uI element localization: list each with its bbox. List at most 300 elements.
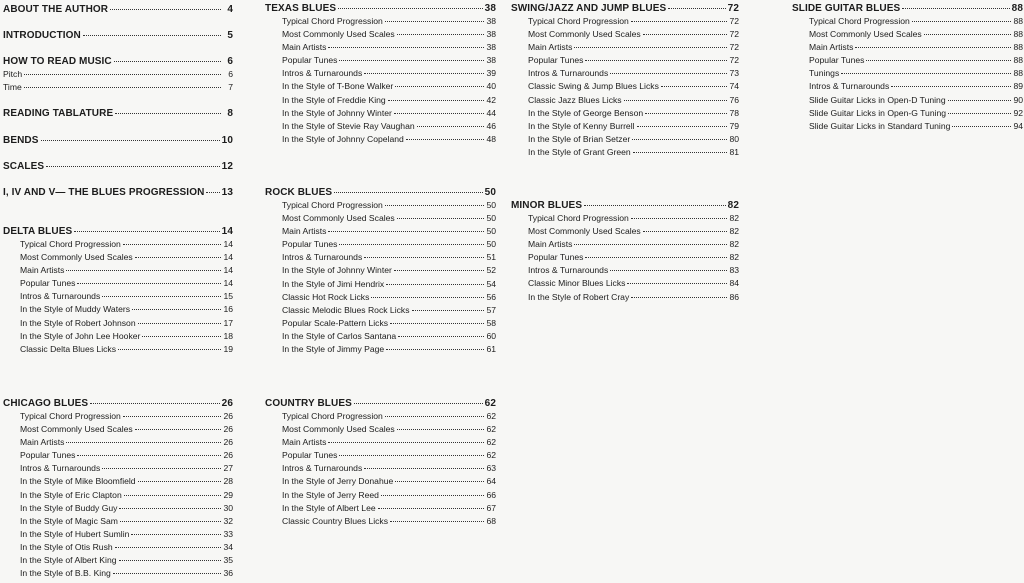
toc-section-country-blues (265, 397, 496, 528)
entry-title: In the Style of Jerry Reed (282, 489, 379, 500)
entry-title: Main Artists (528, 239, 573, 250)
heading-title: MINOR BLUES (511, 200, 583, 211)
entry-page-number: 38 (486, 16, 496, 26)
entry-page-number: 61 (486, 344, 496, 355)
entry-title: In the Style of Buddy Guy (20, 502, 118, 513)
toc-entry[interactable] (265, 238, 496, 251)
toc-entry[interactable] (3, 449, 233, 462)
toc-entry[interactable] (511, 212, 739, 225)
dot-leader (354, 403, 483, 404)
dot-leader (394, 113, 484, 114)
toc-entry[interactable] (511, 238, 739, 251)
dot-leader (924, 34, 1011, 35)
toc-entry[interactable] (511, 225, 739, 238)
entry-title: Popular Tunes (528, 55, 584, 66)
entry-title: Most Commonly Used Scales (282, 29, 395, 40)
entry-page-number: 14 (223, 278, 233, 289)
dot-leader (118, 349, 221, 350)
toc-entry[interactable] (265, 251, 496, 264)
entry-page-number: 88 (1013, 68, 1023, 79)
heading-title: DELTA BLUES (3, 226, 73, 237)
entry-page-number: 52 (486, 265, 496, 276)
toc-entry[interactable] (511, 67, 739, 80)
toc-entry[interactable] (265, 278, 496, 291)
entry-title: Classic Minor Blues Licks (528, 278, 626, 289)
dot-leader (841, 73, 1011, 74)
toc-entry[interactable] (265, 120, 496, 133)
entry-title: In the Style of John Lee Hooker (20, 330, 141, 341)
toc-entry[interactable] (3, 290, 233, 303)
toc-heading[interactable] (3, 107, 233, 120)
entry-page-number: 83 (729, 265, 739, 276)
toc-entry[interactable] (3, 462, 233, 475)
heading-page-number: 13 (221, 187, 233, 198)
toc-heading[interactable] (265, 2, 496, 15)
toc-entry[interactable] (265, 436, 496, 449)
dot-leader (643, 231, 727, 232)
toc-section-how-to-read-music (3, 55, 233, 94)
entry-page-number: 36 (223, 568, 233, 579)
toc-section-chicago-blues (3, 397, 233, 580)
dot-leader (645, 113, 727, 114)
entry-title: In the Style of Albert King (20, 555, 117, 566)
heading-title: INTRODUCTION (3, 30, 81, 41)
toc-entry[interactable] (792, 54, 1023, 67)
entry-page-number: 72 (729, 29, 739, 40)
toc-section-about-the-author (3, 3, 233, 16)
toc-entry[interactable] (265, 41, 496, 54)
entry-title: Intros & Turnarounds (282, 68, 363, 79)
toc-entry[interactable] (511, 291, 739, 304)
toc-heading[interactable] (3, 160, 233, 173)
dot-leader (138, 323, 221, 324)
toc-heading[interactable] (511, 199, 739, 212)
dot-leader (66, 442, 221, 443)
dot-leader (115, 113, 221, 114)
toc-heading[interactable] (3, 186, 233, 199)
toc-entry[interactable] (792, 80, 1023, 93)
dot-leader (385, 416, 484, 417)
dot-leader (631, 21, 727, 22)
entry-page-number: 74 (729, 81, 739, 92)
heading-page-number: 62 (484, 398, 496, 409)
dot-leader (412, 310, 484, 311)
toc-heading[interactable] (265, 186, 496, 199)
entry-title: In the Style of Stevie Ray Vaughan (282, 120, 415, 131)
entry-page-number: 16 (223, 304, 233, 315)
toc-entry[interactable] (511, 41, 739, 54)
toc-entry[interactable] (511, 277, 739, 290)
toc-heading[interactable] (3, 225, 233, 238)
dot-leader (417, 126, 484, 127)
toc-entry[interactable] (265, 410, 496, 423)
toc-heading[interactable] (3, 134, 233, 147)
toc-entry[interactable] (511, 133, 739, 146)
entry-title: Popular Scale-Pattern Licks (282, 317, 389, 328)
entry-title: Popular Tunes (20, 450, 76, 461)
toc-entry[interactable] (3, 238, 233, 251)
entry-page-number: 88 (1013, 16, 1023, 26)
entry-title: Main Artists (20, 265, 65, 276)
heading-title: I, IV AND V— THE BLUES PROGRESSION (3, 187, 205, 198)
entry-page-number: 64 (486, 476, 496, 487)
entry-page-number: 79 (729, 120, 739, 131)
entry-page-number: 50 (486, 200, 496, 210)
dot-leader (119, 508, 221, 509)
dot-leader (397, 34, 484, 35)
toc-entry[interactable] (265, 212, 496, 225)
toc-entry[interactable] (3, 502, 233, 515)
dot-leader (398, 336, 484, 337)
dot-leader (390, 521, 484, 522)
dot-leader (378, 508, 484, 509)
entry-title: Classic Swing & Jump Blues Licks (528, 81, 659, 92)
dot-leader (406, 139, 484, 140)
toc-entry[interactable] (265, 133, 496, 146)
toc-entry[interactable] (3, 68, 233, 81)
entry-title: Main Artists (528, 42, 573, 53)
entry-title: Typical Chord Progression (809, 16, 910, 26)
entry-page-number: 39 (486, 68, 496, 79)
entry-page-number: 72 (729, 55, 739, 66)
dot-leader (338, 8, 483, 9)
toc-heading[interactable] (511, 2, 739, 15)
entry-page-number: 15 (223, 291, 233, 302)
toc-entry[interactable] (265, 489, 496, 502)
entry-title: Typical Chord Progression (282, 411, 383, 421)
heading-title: BENDS (3, 135, 39, 146)
toc-heading[interactable] (3, 3, 233, 16)
entry-title: In the Style of Freddie King (282, 94, 386, 105)
dot-leader (66, 270, 221, 271)
entry-title: Most Commonly Used Scales (809, 29, 922, 40)
entry-title: Most Commonly Used Scales (20, 252, 133, 263)
entry-title: In the Style of Jimi Hendrix (282, 278, 385, 289)
toc-entry[interactable] (265, 28, 496, 41)
toc-section-scales (3, 160, 233, 173)
toc-entry[interactable] (265, 330, 496, 343)
heading-page-number: 26 (221, 398, 233, 409)
toc-entry[interactable] (792, 107, 1023, 120)
dot-leader (866, 60, 1011, 61)
dot-leader (624, 100, 727, 101)
toc-entry[interactable] (511, 94, 739, 107)
heading-page-number: 88 (1011, 3, 1023, 14)
toc-entry[interactable] (3, 81, 233, 94)
entry-title: Typical Chord Progression (20, 411, 121, 421)
entry-title: Intros & Turnarounds (528, 265, 609, 276)
toc-entry[interactable] (3, 515, 233, 528)
toc-entry[interactable] (3, 475, 233, 488)
entry-page-number: 32 (223, 515, 233, 526)
entry-title: Typical Chord Progression (528, 16, 629, 26)
heading-page-number: 14 (221, 226, 233, 237)
toc-entry[interactable] (265, 475, 496, 488)
dot-leader (123, 416, 221, 417)
toc-entry[interactable] (792, 41, 1023, 54)
dot-leader (952, 126, 1011, 127)
entry-page-number: 33 (223, 528, 233, 539)
entry-title: Typical Chord Progression (20, 239, 121, 249)
toc-heading[interactable] (792, 2, 1023, 15)
toc-entry[interactable] (3, 489, 233, 502)
entry-page-number: 73 (729, 68, 739, 79)
dot-leader (397, 429, 484, 430)
dot-leader (142, 336, 221, 337)
dot-leader (948, 100, 1011, 101)
entry-title: In the Style of Otis Rush (20, 541, 113, 552)
toc-entry[interactable] (265, 449, 496, 462)
heading-page-number: 8 (227, 108, 233, 119)
toc-entry[interactable] (3, 423, 233, 436)
entry-page-number: 76 (729, 94, 739, 105)
dot-leader (115, 547, 221, 548)
toc-entry[interactable] (265, 107, 496, 120)
dot-leader (385, 21, 484, 22)
entry-page-number: 7 (228, 82, 233, 93)
entry-page-number: 46 (486, 120, 496, 131)
dot-leader (77, 455, 221, 456)
entry-title: Intros & Turnarounds (282, 252, 363, 263)
entry-title: Main Artists (282, 42, 327, 53)
toc-entry[interactable] (3, 330, 233, 343)
dot-leader (206, 192, 219, 193)
dot-leader (574, 47, 727, 48)
toc-entry[interactable] (511, 80, 739, 93)
toc-entry[interactable] (265, 54, 496, 67)
dot-leader (394, 270, 484, 271)
dot-leader (41, 140, 220, 141)
dot-leader (668, 8, 725, 9)
entry-page-number: 26 (223, 411, 233, 421)
toc-entry[interactable] (265, 317, 496, 330)
dot-leader (24, 74, 221, 75)
entry-title: In the Style of Robert Johnson (20, 317, 136, 328)
entry-page-number: 80 (729, 133, 739, 144)
entry-title: Classic Delta Blues Licks (20, 343, 116, 354)
toc-entry[interactable] (3, 251, 233, 264)
heading-title: TEXAS BLUES (265, 3, 337, 14)
toc-heading[interactable] (3, 397, 233, 410)
entry-page-number: 88 (1013, 55, 1023, 66)
heading-page-number: 82 (727, 200, 739, 211)
toc-entry[interactable] (511, 54, 739, 67)
entry-page-number: 82 (729, 213, 739, 223)
toc-entry[interactable] (265, 462, 496, 475)
toc-entry[interactable] (3, 343, 233, 356)
dot-leader (574, 244, 727, 245)
dot-leader (138, 481, 221, 482)
toc-heading[interactable] (3, 55, 233, 68)
dot-leader (83, 35, 221, 36)
entry-title: Main Artists (282, 437, 327, 448)
toc-entry[interactable] (511, 120, 739, 133)
dot-leader (948, 113, 1011, 114)
dot-leader (135, 429, 221, 430)
toc-entry[interactable] (792, 94, 1023, 107)
entry-title: In the Style of Albert Lee (282, 502, 376, 513)
dot-leader (110, 9, 221, 10)
toc-entry[interactable] (265, 80, 496, 93)
entry-page-number: 56 (486, 291, 496, 302)
entry-title: Popular Tunes (282, 450, 338, 461)
entry-title: Intros & Turnarounds (282, 463, 363, 474)
heading-page-number: 10 (221, 135, 233, 146)
toc-entry[interactable] (3, 528, 233, 541)
entry-title: Time (3, 82, 22, 93)
heading-title: ROCK BLUES (265, 187, 333, 198)
dot-leader (585, 60, 727, 61)
dot-leader (902, 8, 1009, 9)
entry-page-number: 86 (729, 291, 739, 302)
dot-leader (334, 192, 483, 193)
toc-entry[interactable] (265, 343, 496, 356)
entry-page-number: 14 (223, 239, 233, 249)
toc-entry[interactable] (792, 67, 1023, 80)
toc-entry[interactable] (792, 15, 1023, 28)
entry-page-number: 88 (1013, 29, 1023, 40)
entry-title: In the Style of Robert Cray (528, 291, 630, 302)
toc-section-reading-tablature (3, 107, 233, 120)
entry-page-number: 57 (486, 304, 496, 315)
entry-page-number: 38 (486, 29, 496, 40)
heading-title: SLIDE GUITAR BLUES (792, 3, 901, 14)
toc-entry[interactable] (511, 251, 739, 264)
entry-title: Slide Guitar Licks in Standard Tuning (809, 120, 951, 131)
entry-page-number: 26 (223, 450, 233, 461)
dot-leader (339, 455, 484, 456)
entry-page-number: 54 (486, 278, 496, 289)
dot-leader (855, 47, 1011, 48)
entry-title: In the Style of Carlos Santana (282, 330, 397, 341)
toc-section-texas-blues (265, 2, 496, 146)
dot-leader (90, 403, 219, 404)
entry-page-number: 42 (486, 94, 496, 105)
dot-leader (328, 47, 484, 48)
toc-entry[interactable] (3, 317, 233, 330)
toc-section-delta-blues (3, 225, 233, 356)
heading-page-number: 50 (484, 187, 496, 198)
toc-entry[interactable] (265, 15, 496, 28)
entry-title: In the Style of T-Bone Walker (282, 81, 394, 92)
entry-title: Pitch (3, 69, 23, 79)
entry-title: In the Style of Jerry Donahue (282, 476, 394, 487)
toc-entry[interactable] (792, 120, 1023, 133)
dot-leader (339, 60, 484, 61)
toc-heading[interactable] (3, 29, 233, 42)
toc-entry[interactable] (3, 410, 233, 423)
toc-entry[interactable] (511, 146, 739, 159)
entry-title: Tunings (809, 68, 840, 79)
toc-entry[interactable] (265, 94, 496, 107)
dot-leader (390, 323, 484, 324)
entry-title: In the Style of Jimmy Page (282, 344, 385, 355)
dot-leader (395, 481, 484, 482)
toc-entry[interactable] (265, 67, 496, 80)
heading-page-number: 4 (227, 4, 233, 15)
heading-title: COUNTRY BLUES (265, 398, 352, 409)
dot-leader (113, 573, 221, 574)
toc-entry[interactable] (265, 423, 496, 436)
entry-page-number: 58 (486, 317, 496, 328)
entry-page-number: 17 (223, 317, 233, 328)
entry-title: Popular Tunes (282, 55, 338, 66)
entry-page-number: 6 (228, 69, 233, 79)
dot-leader (124, 495, 221, 496)
toc-entry[interactable] (3, 277, 233, 290)
toc-entry[interactable] (3, 554, 233, 567)
entry-page-number: 66 (486, 489, 496, 500)
dot-leader (46, 166, 220, 167)
toc-entry[interactable] (3, 264, 233, 277)
toc-entry[interactable] (3, 541, 233, 554)
entry-title: In the Style of Kenny Burrell (528, 120, 635, 131)
toc-entry[interactable] (265, 264, 496, 277)
entry-title: In the Style of Johnny Winter (282, 107, 392, 118)
entry-page-number: 89 (1013, 81, 1023, 92)
dot-leader (24, 87, 221, 88)
entry-title: In the Style of Hubert Sumlin (20, 528, 130, 539)
entry-title: Classic Melodic Blues Rock Licks (282, 304, 410, 315)
entry-title: In the Style of Eric Clapton (20, 489, 122, 500)
entry-title: Typical Chord Progression (282, 200, 383, 210)
entry-title: Classic Jazz Blues Licks (528, 94, 622, 105)
entry-page-number: 14 (223, 265, 233, 276)
toc-entry[interactable] (3, 303, 233, 316)
entry-page-number: 51 (486, 252, 496, 263)
toc-heading[interactable] (265, 397, 496, 410)
toc-section-slide-guitar-blues (792, 2, 1023, 133)
entry-title: Intros & Turnarounds (20, 463, 101, 474)
entry-page-number: 19 (223, 343, 233, 354)
toc-entry[interactable] (3, 436, 233, 449)
heading-title: SCALES (3, 161, 45, 172)
toc-entry[interactable] (792, 28, 1023, 41)
toc-entry[interactable] (265, 304, 496, 317)
dot-leader (328, 442, 484, 443)
entry-page-number: 38 (486, 55, 496, 66)
dot-leader (74, 231, 219, 232)
toc-entry[interactable] (511, 264, 739, 277)
dot-leader (131, 534, 221, 535)
toc-entry[interactable] (3, 567, 233, 580)
entry-title: Popular Tunes (20, 278, 76, 289)
toc-entry[interactable] (265, 502, 496, 515)
entry-title: In the Style of George Benson (528, 107, 644, 118)
toc-entry[interactable] (265, 225, 496, 238)
entry-title: Slide Guitar Licks in Open-G Tuning (809, 107, 947, 118)
toc-entry[interactable] (511, 28, 739, 41)
dot-leader (364, 73, 484, 74)
toc-entry[interactable] (265, 199, 496, 212)
entry-page-number: 18 (223, 330, 233, 341)
entry-page-number: 38 (486, 42, 496, 53)
toc-entry[interactable] (265, 291, 496, 304)
heading-page-number: 38 (484, 3, 496, 14)
dot-leader (386, 349, 484, 350)
entry-page-number: 82 (729, 252, 739, 263)
dot-leader (381, 495, 484, 496)
toc-entry[interactable] (265, 515, 496, 528)
entry-title: In the Style of Johnny Copeland (282, 133, 404, 144)
dot-leader (912, 21, 1011, 22)
dot-leader (891, 86, 1011, 87)
dot-leader (610, 73, 727, 74)
dot-leader (633, 152, 727, 153)
toc-entry[interactable] (511, 107, 739, 120)
dot-leader (328, 231, 484, 232)
toc-entry[interactable] (511, 15, 739, 28)
